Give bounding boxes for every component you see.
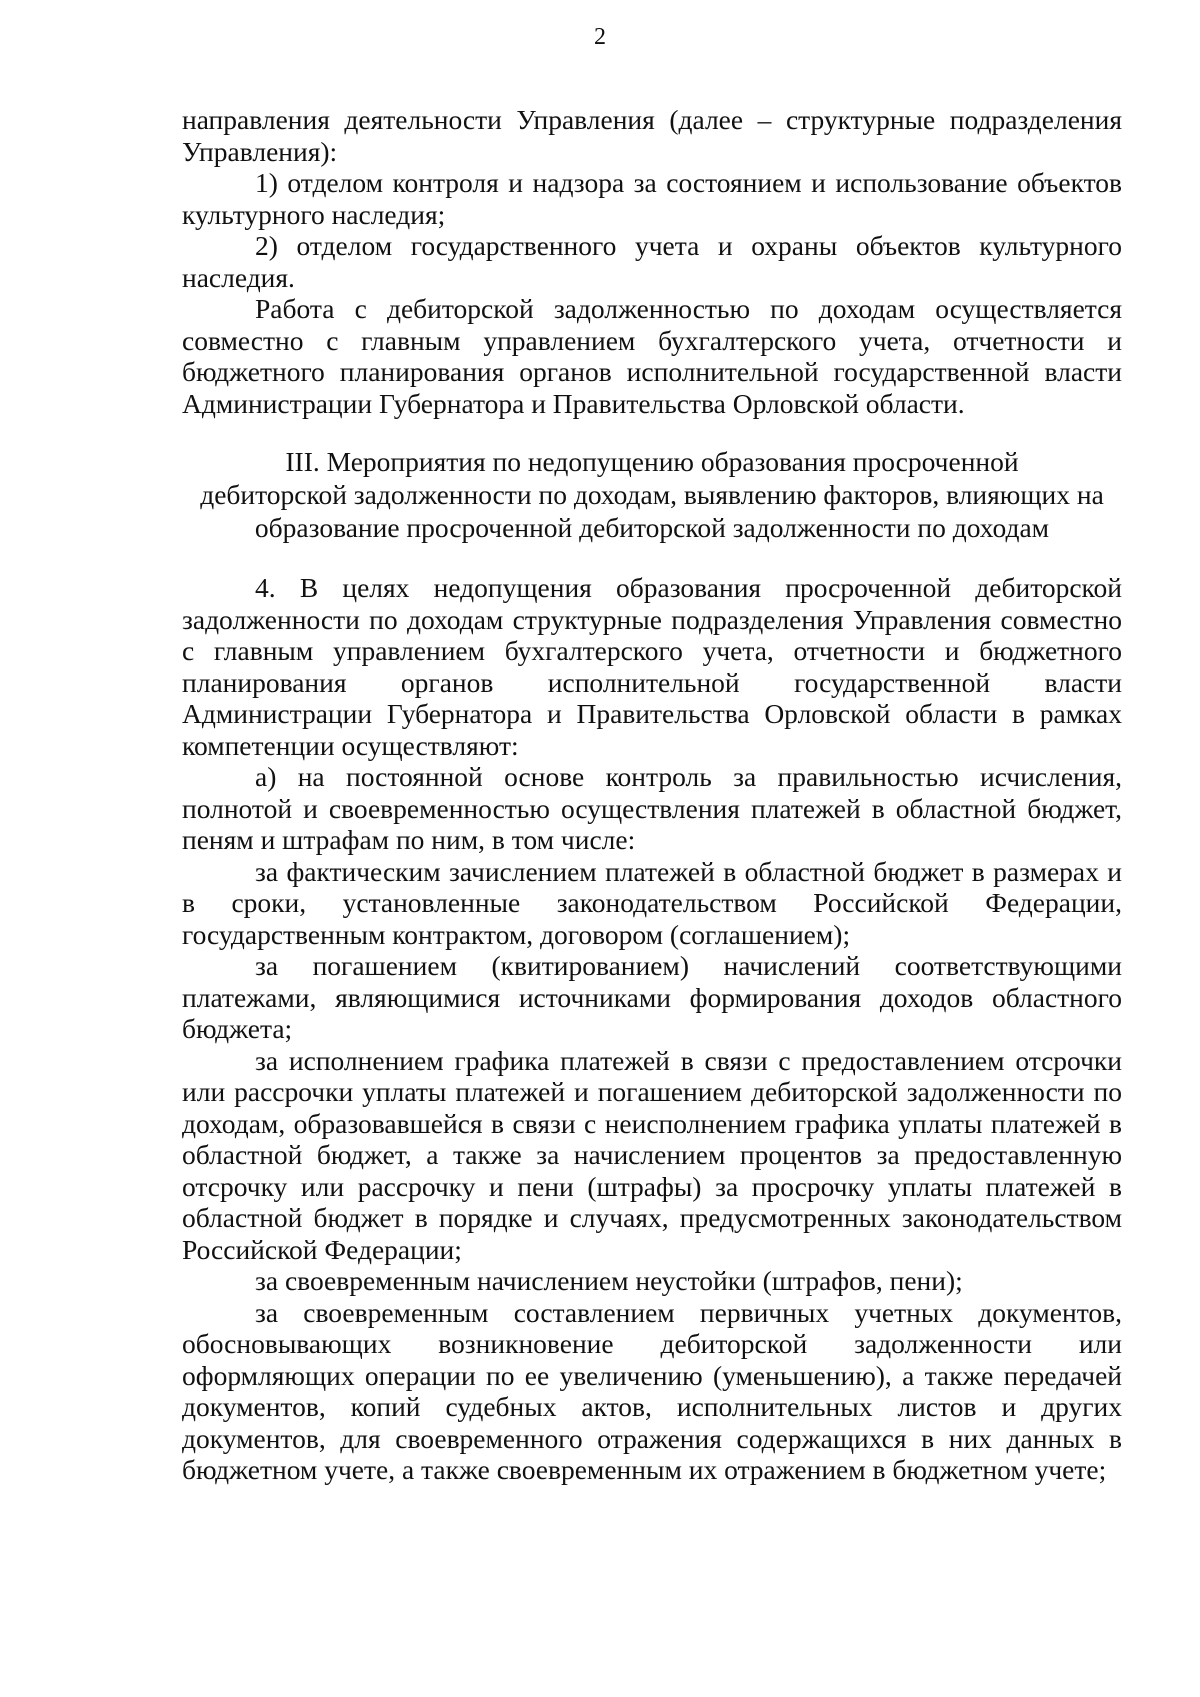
page-number: 2 [594, 24, 606, 50]
paragraph: 4. В целях недопущения образования просроченной дебиторской задолженности по доходам структурные подразделения Управления совместно с главным управлением бухгалтерского учета, отчетности и бюджетного планирования органов исполнительной государственной власти Администрации Губернатора и Правительства Орловской области в рамках компетенции осуществляют: [182, 572, 1122, 761]
bottom-paragraphs [182, 572, 1122, 1486]
paragraph: за фактическим зачислением платежей в областной бюджет в размерах и в сроки, установленные законодательством Российской Федерации, государственным контрактом, договором (соглашением); [182, 855, 1122, 950]
paragraph: а) на постоянной основе контроль за правильностью исчисления, полнотой и своевременностью осуществления платежей в областной бюджет, пеням и штрафам по ним, в том числе: [182, 761, 1122, 855]
top-paragraphs [182, 104, 1122, 419]
section-heading-line: III. Мероприятия по недопущению образования просроченной [285, 446, 1019, 477]
paragraph: за своевременным начислением неустойки (штрафов, пени); [255, 1265, 963, 1296]
section-heading-line: дебиторской задолженности по доходам, выявлению факторов, влияющих на [200, 479, 1104, 510]
document-body [182, 104, 1122, 1486]
paragraph: за исполнением графика платежей в связи с предоставлением отсрочки или рассрочки уплаты платежей и погашением дебиторской задолженности по доходам, образовавшейся в связи с неисполнением графика уплаты платежей в областной бюджет, а также за начислением процентов за предоставленную отсрочку или рассрочку и пени (штрафы) за просрочку уплаты платежей в областной бюджет в порядке и случаях, предусмотренных законодательством Российской Федерации; [182, 1044, 1122, 1265]
paragraph: за своевременным составлением первичных учетных документов, обосновывающих возникновение дебиторской задолженности или оформляющих операции по ее увеличению (уменьшению), а также передачей документов, копий судебных актов, исполнительных листов и других документов, для своевременного отражения содержащихся в них данных в бюджетном учете, а также своевременным их отражением в бюджетном учете; [182, 1296, 1122, 1485]
paragraph: 1) отделом контроля и надзора за состоянием и использование объектов культурного наследия; [182, 167, 1122, 230]
section-heading-line: образование просроченной дебиторской задолженности по доходам [254, 512, 1050, 543]
paragraph: направления деятельности Управления (далее – структурные подразделения Управления): [182, 104, 1122, 167]
paragraph: 2) отделом государственного учета и охраны объектов культурного наследия. [182, 230, 1122, 293]
section-heading [182, 445, 1122, 544]
paragraph: за погашением (квитированием) начислений соответствующими платежами, являющимися источниками формирования доходов областного бюджета; [182, 950, 1122, 1044]
paragraph: Работа с дебиторской задолженностью по доходам осуществляется совместно с главным управлением бухгалтерского учета, отчетности и бюджетного планирования органов исполнительной государственной власти Администрации Губернатора и Правительства Орловской области. [182, 293, 1122, 419]
